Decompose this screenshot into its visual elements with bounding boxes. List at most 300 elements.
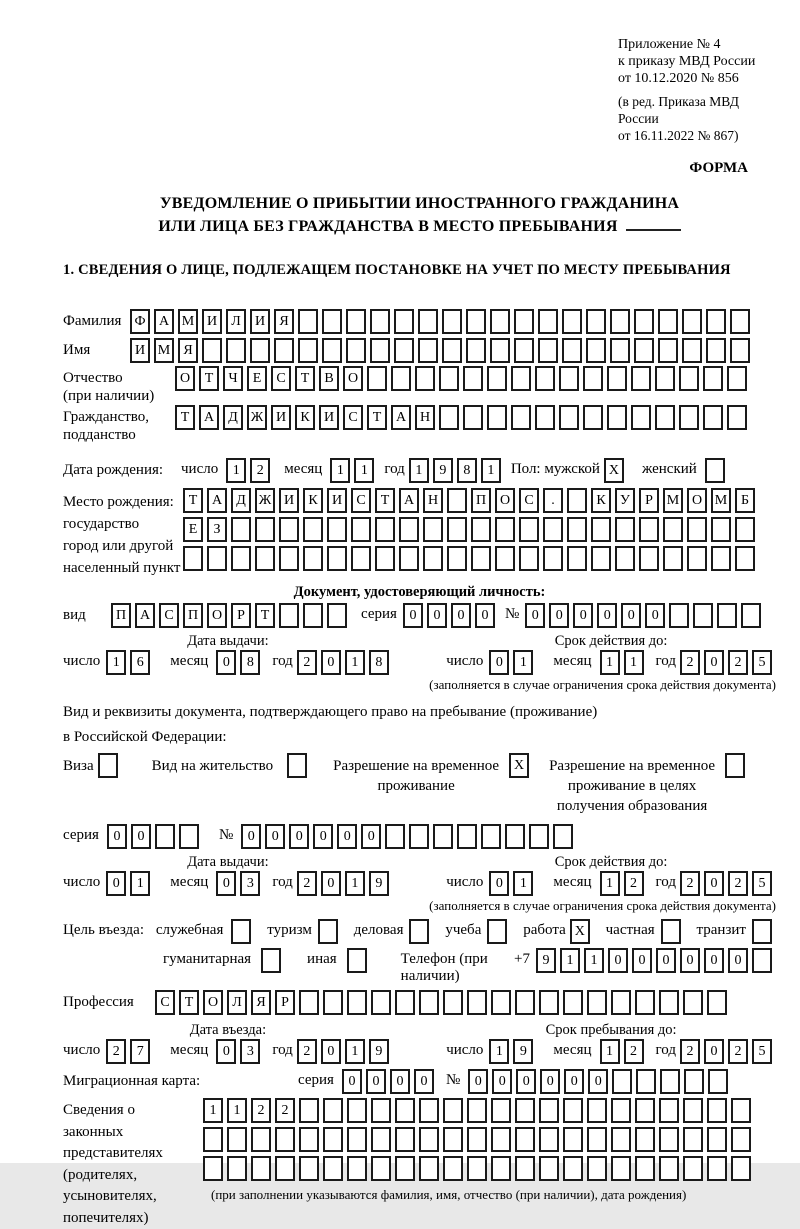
form-cell[interactable] [323,1098,343,1123]
form-cell[interactable] [659,1127,679,1152]
form-cell[interactable]: 8 [240,650,260,675]
form-cell[interactable] [447,546,467,571]
form-cell[interactable] [663,546,683,571]
form-cell[interactable]: 0 [216,871,236,896]
form-cell[interactable] [731,1098,751,1123]
form-cell[interactable] [179,824,199,849]
form-cell[interactable] [683,1127,703,1152]
form-cell[interactable]: П [183,603,203,628]
form-cell[interactable] [367,366,387,391]
form-cell[interactable] [586,309,606,334]
form-cell[interactable] [279,517,299,542]
form-cell[interactable]: 0 [704,650,724,675]
form-cell[interactable] [279,603,299,628]
form-cell[interactable] [471,517,491,542]
form-cell[interactable] [227,1156,247,1181]
form-cell[interactable] [439,366,459,391]
form-cell[interactable]: 0 [361,824,381,849]
form-cell[interactable] [705,458,725,483]
form-cell[interactable] [562,338,582,363]
form-cell[interactable]: 3 [240,1039,260,1064]
form-cell[interactable] [371,990,391,1015]
form-cell[interactable] [725,753,745,778]
form-cell[interactable] [442,338,462,363]
form-cell[interactable] [658,338,678,363]
form-cell[interactable] [423,517,443,542]
form-cell[interactable]: М [711,488,731,513]
form-cell[interactable] [395,1156,415,1181]
form-cell[interactable]: 1 [560,948,580,973]
form-cell[interactable] [323,1127,343,1152]
form-cell[interactable] [535,366,555,391]
form-cell[interactable] [495,517,515,542]
form-cell[interactable] [467,990,487,1015]
form-cell[interactable] [562,309,582,334]
form-cell[interactable]: Я [251,990,271,1015]
form-cell[interactable] [567,517,587,542]
form-cell[interactable]: 1 [584,948,604,973]
form-cell[interactable]: 2 [624,871,644,896]
form-cell[interactable]: 0 [427,603,447,628]
form-cell[interactable] [735,517,755,542]
form-cell[interactable]: 0 [216,1039,236,1064]
form-cell[interactable]: 2 [251,1098,271,1123]
form-cell[interactable] [443,1156,463,1181]
form-cell[interactable] [303,517,323,542]
form-cell[interactable] [583,366,603,391]
form-cell[interactable] [466,338,486,363]
form-cell[interactable]: А [199,405,219,430]
form-cell[interactable] [752,948,772,973]
form-cell[interactable]: 1 [600,650,620,675]
form-cell[interactable]: 1 [345,871,365,896]
form-cell[interactable]: О [203,990,223,1015]
form-cell[interactable] [327,517,347,542]
form-cell[interactable] [563,990,583,1015]
form-cell[interactable] [419,1156,439,1181]
form-cell[interactable] [659,990,679,1015]
form-cell[interactable] [515,1127,535,1152]
form-cell[interactable] [679,366,699,391]
form-cell[interactable]: О [207,603,227,628]
form-cell[interactable] [231,517,251,542]
form-cell[interactable] [351,517,371,542]
form-cell[interactable]: 2 [680,1039,700,1064]
form-cell[interactable] [683,990,703,1015]
form-cell[interactable] [467,1127,487,1152]
form-cell[interactable] [610,309,630,334]
form-cell[interactable] [299,990,319,1015]
form-cell[interactable]: 1 [130,871,150,896]
form-cell[interactable] [634,309,654,334]
form-cell[interactable] [322,338,342,363]
form-cell[interactable] [327,603,347,628]
form-cell[interactable] [655,405,675,430]
form-cell[interactable] [395,1127,415,1152]
form-cell[interactable]: 1 [600,871,620,896]
form-cell[interactable]: X [509,753,529,778]
form-cell[interactable] [487,405,507,430]
form-cell[interactable] [538,338,558,363]
form-cell[interactable] [394,309,414,334]
form-cell[interactable] [487,919,507,944]
form-cell[interactable]: М [663,488,683,513]
form-cell[interactable] [511,366,531,391]
form-cell[interactable] [717,603,737,628]
form-cell[interactable] [731,1127,751,1152]
form-cell[interactable] [487,366,507,391]
form-cell[interactable] [612,1069,632,1094]
form-cell[interactable]: Р [639,488,659,513]
form-cell[interactable]: Р [231,603,251,628]
form-cell[interactable]: 0 [106,871,126,896]
form-cell[interactable]: 0 [680,948,700,973]
form-cell[interactable] [409,824,429,849]
form-cell[interactable]: А [391,405,411,430]
form-cell[interactable] [741,603,761,628]
form-cell[interactable]: 0 [564,1069,584,1094]
form-cell[interactable] [231,919,251,944]
form-cell[interactable] [303,546,323,571]
form-cell[interactable] [227,1127,247,1152]
form-cell[interactable] [631,405,651,430]
form-cell[interactable]: П [111,603,131,628]
form-cell[interactable]: Л [226,309,246,334]
form-cell[interactable] [347,990,367,1015]
form-cell[interactable]: 0 [549,603,569,628]
form-cell[interactable] [467,1156,487,1181]
form-cell[interactable] [591,517,611,542]
form-cell[interactable] [491,1098,511,1123]
form-cell[interactable] [553,824,573,849]
form-cell[interactable] [707,1127,727,1152]
form-cell[interactable]: 2 [106,1039,126,1064]
form-cell[interactable]: И [327,488,347,513]
form-cell[interactable]: 2 [728,1039,748,1064]
form-cell[interactable]: Т [255,603,275,628]
form-cell[interactable] [660,1069,680,1094]
form-cell[interactable]: Т [175,405,195,430]
form-cell[interactable]: 1 [409,458,429,483]
form-cell[interactable]: Т [375,488,395,513]
form-cell[interactable] [226,338,246,363]
form-cell[interactable] [491,990,511,1015]
form-cell[interactable] [538,309,558,334]
form-cell[interactable]: О [175,366,195,391]
form-cell[interactable] [495,546,515,571]
form-cell[interactable] [703,405,723,430]
form-cell[interactable] [687,546,707,571]
form-cell[interactable]: X [604,458,624,483]
form-cell[interactable] [231,546,251,571]
form-cell[interactable] [298,309,318,334]
form-cell[interactable]: 0 [451,603,471,628]
form-cell[interactable] [587,990,607,1015]
form-cell[interactable]: Т [179,990,199,1015]
form-cell[interactable]: 1 [354,458,374,483]
form-cell[interactable]: 0 [588,1069,608,1094]
form-cell[interactable]: Ж [247,405,267,430]
form-cell[interactable] [631,366,651,391]
form-cell[interactable] [371,1127,391,1152]
form-cell[interactable] [663,517,683,542]
form-cell[interactable] [318,919,338,944]
form-cell[interactable]: 1 [600,1039,620,1064]
form-cell[interactable]: 0 [241,824,261,849]
form-cell[interactable]: 1 [227,1098,247,1123]
form-cell[interactable]: 1 [345,650,365,675]
form-cell[interactable] [347,1098,367,1123]
form-cell[interactable] [463,366,483,391]
form-cell[interactable] [735,546,755,571]
form-cell[interactable] [491,1127,511,1152]
form-cell[interactable] [303,603,323,628]
form-cell[interactable]: Т [199,366,219,391]
form-cell[interactable] [299,1098,319,1123]
form-cell[interactable]: 5 [752,871,772,896]
form-cell[interactable] [635,1127,655,1152]
form-cell[interactable]: С [159,603,179,628]
form-cell[interactable]: В [319,366,339,391]
form-cell[interactable] [98,753,118,778]
form-cell[interactable]: Б [735,488,755,513]
form-cell[interactable]: 0 [475,603,495,628]
form-cell[interactable] [706,338,726,363]
form-cell[interactable] [639,517,659,542]
form-cell[interactable]: 0 [403,603,423,628]
form-cell[interactable] [727,405,747,430]
form-cell[interactable] [543,546,563,571]
form-cell[interactable] [583,405,603,430]
form-cell[interactable] [610,338,630,363]
form-cell[interactable]: 0 [645,603,665,628]
form-cell[interactable] [731,1156,751,1181]
form-cell[interactable]: 6 [130,650,150,675]
form-cell[interactable] [611,1156,631,1181]
form-cell[interactable]: И [130,338,150,363]
form-cell[interactable] [490,309,510,334]
form-cell[interactable] [423,546,443,571]
form-cell[interactable] [490,338,510,363]
form-cell[interactable]: 0 [216,650,236,675]
form-cell[interactable] [323,990,343,1015]
form-cell[interactable] [682,309,702,334]
form-cell[interactable] [563,1127,583,1152]
form-cell[interactable]: И [202,309,222,334]
form-cell[interactable]: 8 [457,458,477,483]
form-cell[interactable] [636,1069,656,1094]
form-cell[interactable] [683,1098,703,1123]
form-cell[interactable]: 5 [752,650,772,675]
form-cell[interactable]: 1 [481,458,501,483]
form-cell[interactable]: 0 [516,1069,536,1094]
form-cell[interactable]: У [615,488,635,513]
form-cell[interactable]: 2 [680,650,700,675]
form-cell[interactable]: 0 [289,824,309,849]
form-cell[interactable] [457,824,477,849]
form-cell[interactable] [587,1127,607,1152]
form-cell[interactable] [255,546,275,571]
form-cell[interactable]: 0 [321,650,341,675]
form-cell[interactable] [207,546,227,571]
form-cell[interactable] [559,366,579,391]
form-cell[interactable]: 1 [203,1098,223,1123]
form-cell[interactable]: 0 [492,1069,512,1094]
form-cell[interactable]: 3 [240,871,260,896]
form-cell[interactable] [711,517,731,542]
form-cell[interactable] [658,309,678,334]
form-cell[interactable] [615,517,635,542]
form-cell[interactable]: Т [295,366,315,391]
form-cell[interactable]: А [154,309,174,334]
form-cell[interactable] [395,990,415,1015]
form-cell[interactable] [346,309,366,334]
form-cell[interactable] [467,1098,487,1123]
form-cell[interactable] [419,1127,439,1152]
form-cell[interactable]: 0 [656,948,676,973]
form-cell[interactable] [274,338,294,363]
form-cell[interactable]: С [155,990,175,1015]
form-cell[interactable] [567,488,587,513]
form-cell[interactable] [634,338,654,363]
form-cell[interactable]: А [135,603,155,628]
form-cell[interactable] [752,919,772,944]
form-cell[interactable] [419,1098,439,1123]
form-cell[interactable] [703,366,723,391]
form-cell[interactable] [730,309,750,334]
form-cell[interactable]: 2 [728,650,748,675]
form-cell[interactable] [635,1156,655,1181]
form-cell[interactable] [375,517,395,542]
form-cell[interactable]: 0 [107,824,127,849]
form-cell[interactable] [203,1156,223,1181]
form-cell[interactable]: Ж [255,488,275,513]
form-cell[interactable] [443,1098,463,1123]
form-cell[interactable]: 0 [597,603,617,628]
form-cell[interactable]: 0 [573,603,593,628]
form-cell[interactable]: 0 [342,1069,362,1094]
form-cell[interactable] [395,1098,415,1123]
form-cell[interactable] [409,919,429,944]
form-cell[interactable] [519,546,539,571]
form-cell[interactable] [611,990,631,1015]
form-cell[interactable] [529,824,549,849]
form-cell[interactable] [711,546,731,571]
form-cell[interactable] [708,1069,728,1094]
form-cell[interactable] [655,366,675,391]
form-cell[interactable] [371,1098,391,1123]
form-cell[interactable]: К [303,488,323,513]
form-cell[interactable] [586,338,606,363]
form-cell[interactable]: 0 [632,948,652,973]
form-cell[interactable]: 0 [366,1069,386,1094]
form-cell[interactable] [327,546,347,571]
form-cell[interactable] [322,309,342,334]
form-cell[interactable]: 9 [369,871,389,896]
form-cell[interactable] [287,753,307,778]
form-cell[interactable]: 9 [369,1039,389,1064]
form-cell[interactable] [391,366,411,391]
form-cell[interactable] [447,488,467,513]
form-cell[interactable]: 1 [345,1039,365,1064]
form-cell[interactable]: И [279,488,299,513]
form-cell[interactable]: С [271,366,291,391]
form-cell[interactable]: 0 [390,1069,410,1094]
form-cell[interactable] [419,990,439,1015]
form-cell[interactable] [684,1069,704,1094]
form-cell[interactable]: 9 [513,1039,533,1064]
form-cell[interactable] [611,1127,631,1152]
form-cell[interactable]: 2 [297,1039,317,1064]
form-cell[interactable] [587,1156,607,1181]
form-cell[interactable]: 2 [297,871,317,896]
form-cell[interactable]: К [591,488,611,513]
form-cell[interactable]: Д [231,488,251,513]
form-cell[interactable]: 0 [704,871,724,896]
form-cell[interactable] [669,603,689,628]
form-cell[interactable] [347,948,367,973]
form-cell[interactable]: С [351,488,371,513]
form-cell[interactable]: 2 [275,1098,295,1123]
form-cell[interactable] [727,366,747,391]
form-cell[interactable] [463,405,483,430]
form-cell[interactable] [275,1156,295,1181]
form-cell[interactable] [415,366,435,391]
form-cell[interactable] [515,1098,535,1123]
form-cell[interactable]: 0 [608,948,628,973]
form-cell[interactable] [659,1098,679,1123]
form-cell[interactable] [683,1156,703,1181]
form-cell[interactable] [607,405,627,430]
form-cell[interactable]: К [295,405,315,430]
form-cell[interactable]: И [250,309,270,334]
form-cell[interactable] [251,1127,271,1152]
form-cell[interactable] [443,1127,463,1152]
form-cell[interactable]: 1 [330,458,350,483]
form-cell[interactable] [279,546,299,571]
form-cell[interactable]: 0 [540,1069,560,1094]
form-cell[interactable]: Ч [223,366,243,391]
form-cell[interactable]: 9 [536,948,556,973]
form-cell[interactable]: X [570,919,590,944]
form-cell[interactable] [567,546,587,571]
form-cell[interactable] [371,1156,391,1181]
form-cell[interactable] [539,1156,559,1181]
form-cell[interactable]: 0 [131,824,151,849]
form-cell[interactable]: С [519,488,539,513]
form-cell[interactable] [491,1156,511,1181]
form-cell[interactable] [370,338,390,363]
form-cell[interactable] [635,990,655,1015]
form-cell[interactable] [183,546,203,571]
form-cell[interactable] [443,990,463,1015]
form-cell[interactable]: 9 [433,458,453,483]
form-cell[interactable]: П [471,488,491,513]
form-cell[interactable]: 1 [624,650,644,675]
form-cell[interactable] [639,546,659,571]
form-cell[interactable]: С [343,405,363,430]
form-cell[interactable] [543,517,563,542]
form-cell[interactable] [539,1127,559,1152]
form-cell[interactable]: 1 [513,871,533,896]
form-cell[interactable] [563,1098,583,1123]
form-cell[interactable] [323,1156,343,1181]
form-cell[interactable]: 5 [752,1039,772,1064]
form-cell[interactable]: 0 [525,603,545,628]
form-cell[interactable]: Е [247,366,267,391]
form-cell[interactable] [505,824,525,849]
form-cell[interactable]: 0 [321,871,341,896]
